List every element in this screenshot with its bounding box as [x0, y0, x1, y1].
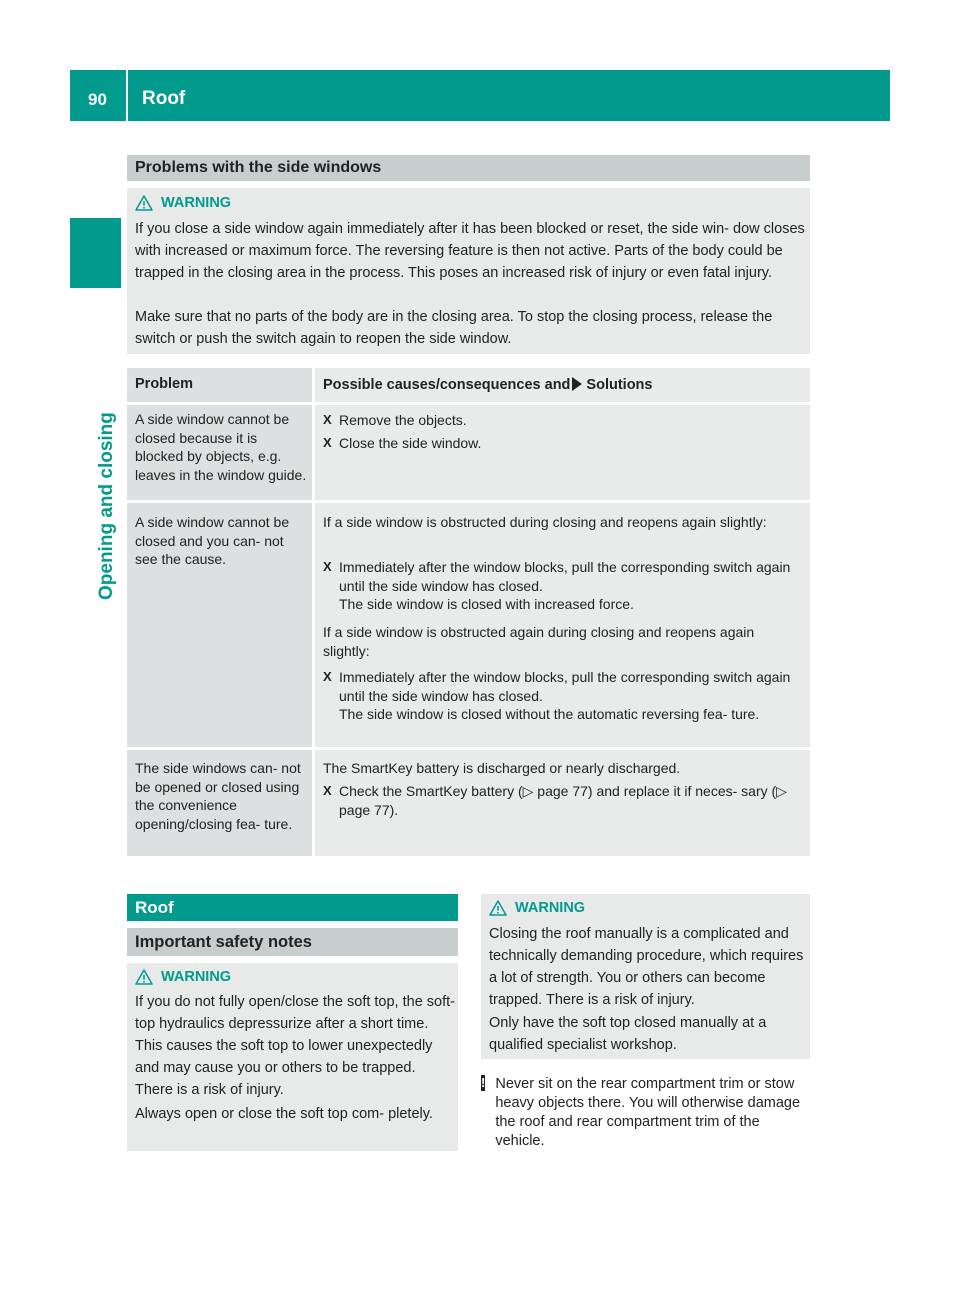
solution-text: Check the SmartKey battery (▷ page 77) and replace it if neces- sary (▷ page 77). [339, 783, 787, 818]
cause-text: The SmartKey battery is discharged or nearly discharged. [323, 760, 681, 776]
page-number: 90 [88, 90, 107, 109]
column-header-text: Possible causes/consequences and [323, 377, 571, 393]
table-row [127, 405, 312, 500]
table-header-solutions [315, 368, 810, 402]
warning-heading [135, 195, 231, 211]
step-icon: X [323, 783, 332, 798]
warning-label: WARNING [515, 900, 586, 916]
header-divider [126, 70, 128, 121]
column-header [323, 377, 652, 393]
step-icon: X [323, 412, 332, 427]
solution-text: Immediately after the window blocks, pull the corresponding switch again until the side window has closed. [339, 559, 791, 594]
warning-heading [489, 900, 585, 916]
table-row [127, 750, 312, 856]
problem-text: The side windows can- not be opened or closed using the convenience opening/closing fea- ture. [135, 760, 301, 832]
warning-triangle-icon [135, 969, 153, 985]
solution-note: The side window is closed with increased force. [339, 596, 634, 612]
chapter-label-container [56, 300, 136, 620]
warning-label: WARNING [161, 969, 232, 985]
warning-triangle-icon [489, 900, 507, 916]
column-header-text-2: Solutions [586, 377, 653, 393]
step-icon: X [323, 559, 332, 574]
step-icon: X [323, 669, 332, 684]
warning-box-soft-top [127, 963, 458, 1151]
subsection-heading-safety [127, 928, 458, 956]
warning-text: If you do not fully open/close the soft top, the soft-top hydraulics depressurize after a short time. This causes the soft top to lower unexpectedly and may cause you or others to be trapped. There is a risk of injury. [135, 994, 455, 1098]
solution-block [339, 668, 793, 724]
table-row-solutions [315, 750, 810, 856]
list-item [323, 668, 793, 724]
solution-text: Close the side window. [339, 435, 482, 451]
chapter-label: Opening and closing [96, 412, 117, 600]
solution-block [339, 558, 793, 614]
warning-triangle-icon [135, 195, 153, 211]
list-item [323, 558, 793, 614]
solution-text: Remove the objects. [339, 412, 467, 428]
warning-text: Closing the roof manually is a complicated and technically demanding procedure, which requires a lot of strength. You or others can become trapped. There is a risk of injury. [489, 926, 804, 1008]
section-title: Problems with the side windows [135, 159, 382, 176]
list-item [323, 434, 803, 453]
exclamation-icon: ! [481, 1075, 486, 1090]
table-row-solutions [315, 503, 810, 747]
list-item [323, 411, 803, 430]
cause-text: If a side window is obstructed again during closing and reopens again slightly: [323, 624, 755, 659]
table-row-solutions [315, 405, 810, 500]
notice [481, 1075, 811, 1151]
solution-note: The side window is closed without the automatic reversing fea- ture. [339, 706, 760, 722]
section-heading-side-windows [127, 155, 810, 181]
solution-arrow-icon [572, 377, 582, 391]
cause-text: If a side window is obstructed during closing and reopens again slightly: [323, 514, 767, 530]
subsection-title: Important safety notes [135, 933, 312, 951]
problem-text: A side window cannot be closed because it is blocked by objects, e.g. leaves in the window guide. [135, 411, 307, 483]
solution-text: Immediately after the window blocks, pull the corresponding switch again until the side window has closed. [339, 669, 791, 704]
table-header-problem [127, 368, 312, 402]
list-item [323, 782, 793, 819]
warning-instruction: Always open or close the soft top com- pletely. [135, 1106, 433, 1122]
table-row [127, 503, 312, 747]
notice-text: Never sit on the rear compartment trim or stow heavy objects there. You will otherwise damage the roof and rear compartment trim of the vehicle. [495, 1076, 801, 1149]
warning-label: WARNING [161, 195, 232, 211]
problem-text: A side window cannot be closed and you can- not see the cause. [135, 514, 290, 567]
step-icon: X [323, 435, 332, 450]
warning-instruction: Only have the soft top closed manually at a qualified specialist workshop. [489, 1015, 767, 1053]
page-title: Roof [142, 88, 186, 109]
column-header: Problem [135, 376, 194, 392]
problems-table [127, 368, 810, 856]
page-header [70, 70, 890, 121]
section-title: Roof [135, 898, 174, 917]
section-heading-roof [127, 894, 458, 921]
chapter-marker [70, 218, 121, 288]
warning-box-manual-roof [481, 894, 810, 1059]
warning-text: If you close a side window again immediately after it has been blocked or reset, the side win- dow closes with increased or maximum force. The reversing feature is then not active. Parts of the body could be trapped in the closing area in the process. This poses an increased risk of injury or even fatal injury. [135, 221, 805, 281]
warning-heading [135, 969, 231, 985]
warning-instruction: Make sure that no parts of the body are in the closing area. To stop the closing process, release the switch or push the switch again to reopen the side window. [135, 309, 773, 347]
warning-box-side-windows [127, 188, 810, 354]
